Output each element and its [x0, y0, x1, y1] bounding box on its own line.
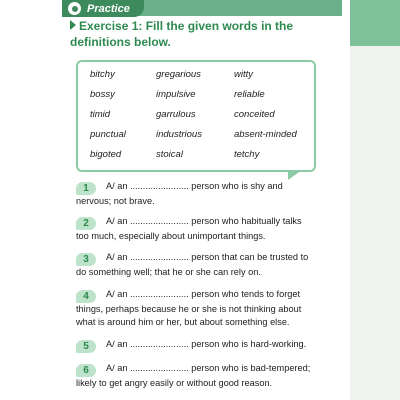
question-number-badge: 1: [76, 182, 96, 195]
exercise-title: [70, 18, 350, 50]
word-bank-item: reliable: [234, 89, 265, 100]
question-number-badge: 5: [76, 340, 96, 353]
word-bank-item: industrious: [156, 129, 202, 140]
question-text: A/ an ....................... person who is hard-working.: [106, 339, 307, 349]
question-text: A/ an ....................... person who tends to forget things, perhaps because he or she is not thinking about what is around him or her, but about something else.: [76, 289, 302, 327]
practice-label: Practice: [87, 2, 130, 15]
word-bank-box: [76, 60, 316, 172]
triangle-bullet-icon: [70, 20, 76, 30]
question-text: A/ an ....................... person who habitually talks too much, especially about unimportant things.: [76, 216, 302, 241]
question-item: [76, 180, 314, 208]
practice-icon: [68, 2, 81, 15]
exercise-title-text: Exercise 1: Fill the given words in the definitions below.: [70, 19, 294, 49]
word-bank-item: conceited: [234, 109, 275, 120]
question-number-badge: 4: [76, 290, 96, 303]
question-text: A/ an ....................... person who is shy and nervous; not brave.: [76, 181, 283, 206]
word-bank-item: punctual: [90, 129, 126, 140]
question-text: A/ an ....................... person that can be trusted to do something well; that he or she can rely on.: [76, 252, 309, 277]
practice-badge: [62, 0, 144, 17]
question-number-badge: 6: [76, 364, 96, 377]
question-item: [76, 288, 314, 328]
word-bank-grid: [90, 68, 308, 162]
question-text: A/ an ....................... person who is bad-tempered; likely to get angry easily or without good reason.: [76, 363, 311, 388]
page-side-margin: [350, 0, 400, 400]
question-item: [76, 338, 314, 353]
question-item: [76, 362, 314, 390]
word-bank-item: timid: [90, 109, 111, 120]
word-bank-item: bitchy: [90, 69, 115, 80]
word-bank-item: tetchy: [234, 149, 260, 160]
word-bank-item: impulsive: [156, 89, 196, 100]
word-bank-item: absent-minded: [234, 129, 297, 140]
speech-bubble-tail: [288, 170, 302, 180]
side-tab: [350, 0, 400, 46]
question-number-badge: 2: [76, 217, 96, 230]
question-number-badge: 3: [76, 253, 96, 266]
word-bank-item: bigoted: [90, 149, 122, 160]
word-bank-item: bossy: [90, 89, 115, 100]
question-item: [76, 215, 314, 243]
word-bank-item: witty: [234, 69, 253, 80]
question-item: [76, 251, 314, 279]
word-bank-item: gregarious: [156, 69, 201, 80]
word-bank-item: stoical: [156, 149, 183, 160]
word-bank-item: garrulous: [156, 109, 196, 120]
